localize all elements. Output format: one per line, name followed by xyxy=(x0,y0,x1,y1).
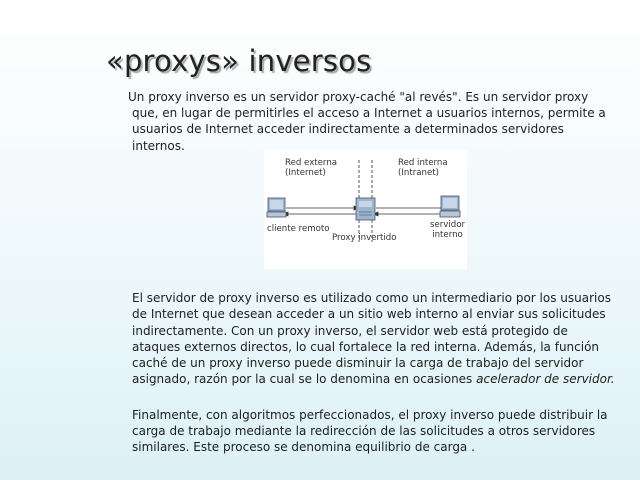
internal-network-subtitle: (Intranet) xyxy=(398,167,439,178)
server-accelerator-term: acelerador de servidor. xyxy=(476,372,615,387)
client-computer-icon xyxy=(267,198,286,217)
external-network-subtitle: (Internet) xyxy=(285,167,326,178)
internal-network-label xyxy=(398,159,448,178)
intro-paragraph: Un proxy inverso es un servidor proxy-caché "al revés". Es un servidor proxy que, en lugar de permitirles el acceso a Internet a usuarios internos, permite a usuarios de Internet acceder indirectamente a determinados servidores internos. xyxy=(128,90,606,153)
server-label-line1: servidor xyxy=(430,220,466,230)
body-paragraph-2 xyxy=(132,290,618,388)
body-paragraph-2-text: El servidor de proxy inverso es utilizado como un intermediario por los usuarios de Internet que desean acceder a un sitio web interno al enviar sus solicitudes indirectamente. Con un proxy inverso, el servidor web está protegido de ataques externos directos, lo cual fortalece la red interna. Además, la función caché de un proxy inverso puede disminuir la carga de trabajo del servidor asignado, razón por la cual se lo denomina en ocasiones xyxy=(132,291,611,387)
internal-server-icon xyxy=(440,196,460,217)
body-paragraph-3: Finalmente, con algoritmos perfeccionados, el proxy inverso puede distribuir la carga de trabajo mediante la redirección de las solicitudes a otros servidores similares. Este proceso se denomina equilibrio de carga . xyxy=(132,408,608,455)
server-label xyxy=(430,221,465,240)
internal-network-title: Red interna xyxy=(398,158,448,168)
proxy-server-icon xyxy=(356,198,375,220)
external-network-label xyxy=(285,159,337,178)
external-network-title: Red externa xyxy=(285,158,338,168)
client-label: cliente remoto xyxy=(267,224,330,234)
proxy-label: Proxy invertido xyxy=(332,233,397,243)
reverse-proxy-diagram xyxy=(264,150,467,269)
slide-title: «proxys» inversos xyxy=(106,44,372,78)
server-label-line2: interno xyxy=(432,229,463,240)
